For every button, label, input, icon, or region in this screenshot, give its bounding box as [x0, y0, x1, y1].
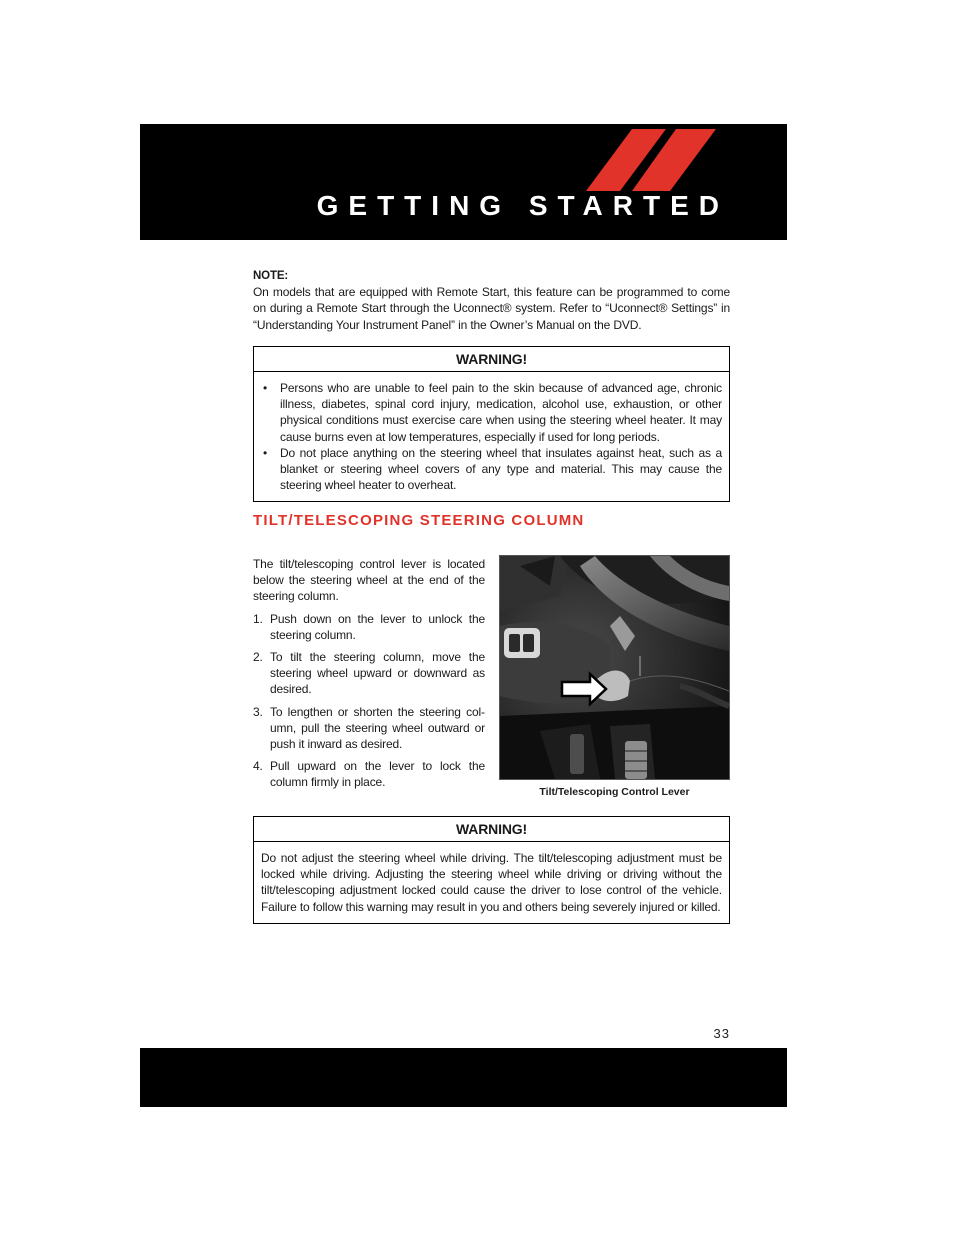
warning-title: WARNING! — [254, 347, 729, 372]
warning-bullet-list — [261, 380, 722, 493]
list-item: 1. Push down on the lever to unlock the steering column. — [253, 611, 485, 642]
list-item: 3. To lengthen or shorten the steering column, pull the steering wheel outward or push it inward as desired. — [253, 704, 485, 752]
twin-stripes-icon — [580, 129, 720, 191]
footer-band — [140, 1048, 787, 1107]
steering-lever-photo — [499, 555, 730, 780]
bullet-icon: • — [263, 381, 268, 395]
warning-box-steering — [253, 816, 730, 924]
warning-body — [254, 372, 729, 501]
list-item: • Persons who are unable to feel pain to the skin because of advanced age, chronic illness, diabetes, spinal cord injury, medication, alcohol use, exhaustion, or other physical conditions must exercise care when using the steering wheel heater. It may cause burns even at low temperatures, especially if used for long periods. — [263, 381, 722, 444]
instructions-column — [253, 556, 485, 797]
header-band — [140, 124, 787, 240]
section-title: GETTING STARTED — [316, 190, 729, 221]
steering-column-illustration — [500, 556, 729, 779]
list-item: 4. Pull upward on the lever to lock the column firmly in place. — [253, 759, 485, 790]
page-number: 33 — [713, 1026, 730, 1041]
list-item: 2. To tilt the steering column, move the steering wheel upward or downward as desired. — [253, 650, 485, 697]
note-label: NOTE: — [253, 270, 289, 282]
section-heading: TILT/TELESCOPING STEERING COLUMN — [253, 512, 585, 529]
warning-title: WARNING! — [254, 817, 729, 842]
list-item: • Do not place anything on the steering wheel that insulates against heat, such as a blanket or steering wheel covers of any type and material. This may cause the steering wheel heater to overheat. — [263, 445, 722, 493]
warning-body: Do not adjust the steering wheel while driving. The tilt/telescoping adjustment must be locked while driving. Adjusting the steering wheel while driving or driving without the tilt/telescoping adjustment locked could cause the driver to lose control of the vehicle. Failure to follow this warning may result in you and others being severely injured or killed. — [261, 851, 722, 914]
intro-paragraph: The tilt/telescoping control lever is located below the steering wheel at the end of the steering column. — [253, 557, 485, 604]
figure-caption: Tilt/Telescoping Control Lever — [539, 786, 690, 798]
bullet-icon: • — [263, 445, 268, 460]
note-block — [253, 268, 730, 333]
steps-list — [253, 611, 485, 791]
warning-box-heater — [253, 346, 730, 502]
note-text: On models that are equipped with Remote Start, this feature can be programmed to come on during a Remote Start through the Uconnect® system. Refer to “Uconnect® Settings” in “Understanding Your Instrument Panel” in the Owner’s Manual on the DVD. — [253, 285, 730, 332]
